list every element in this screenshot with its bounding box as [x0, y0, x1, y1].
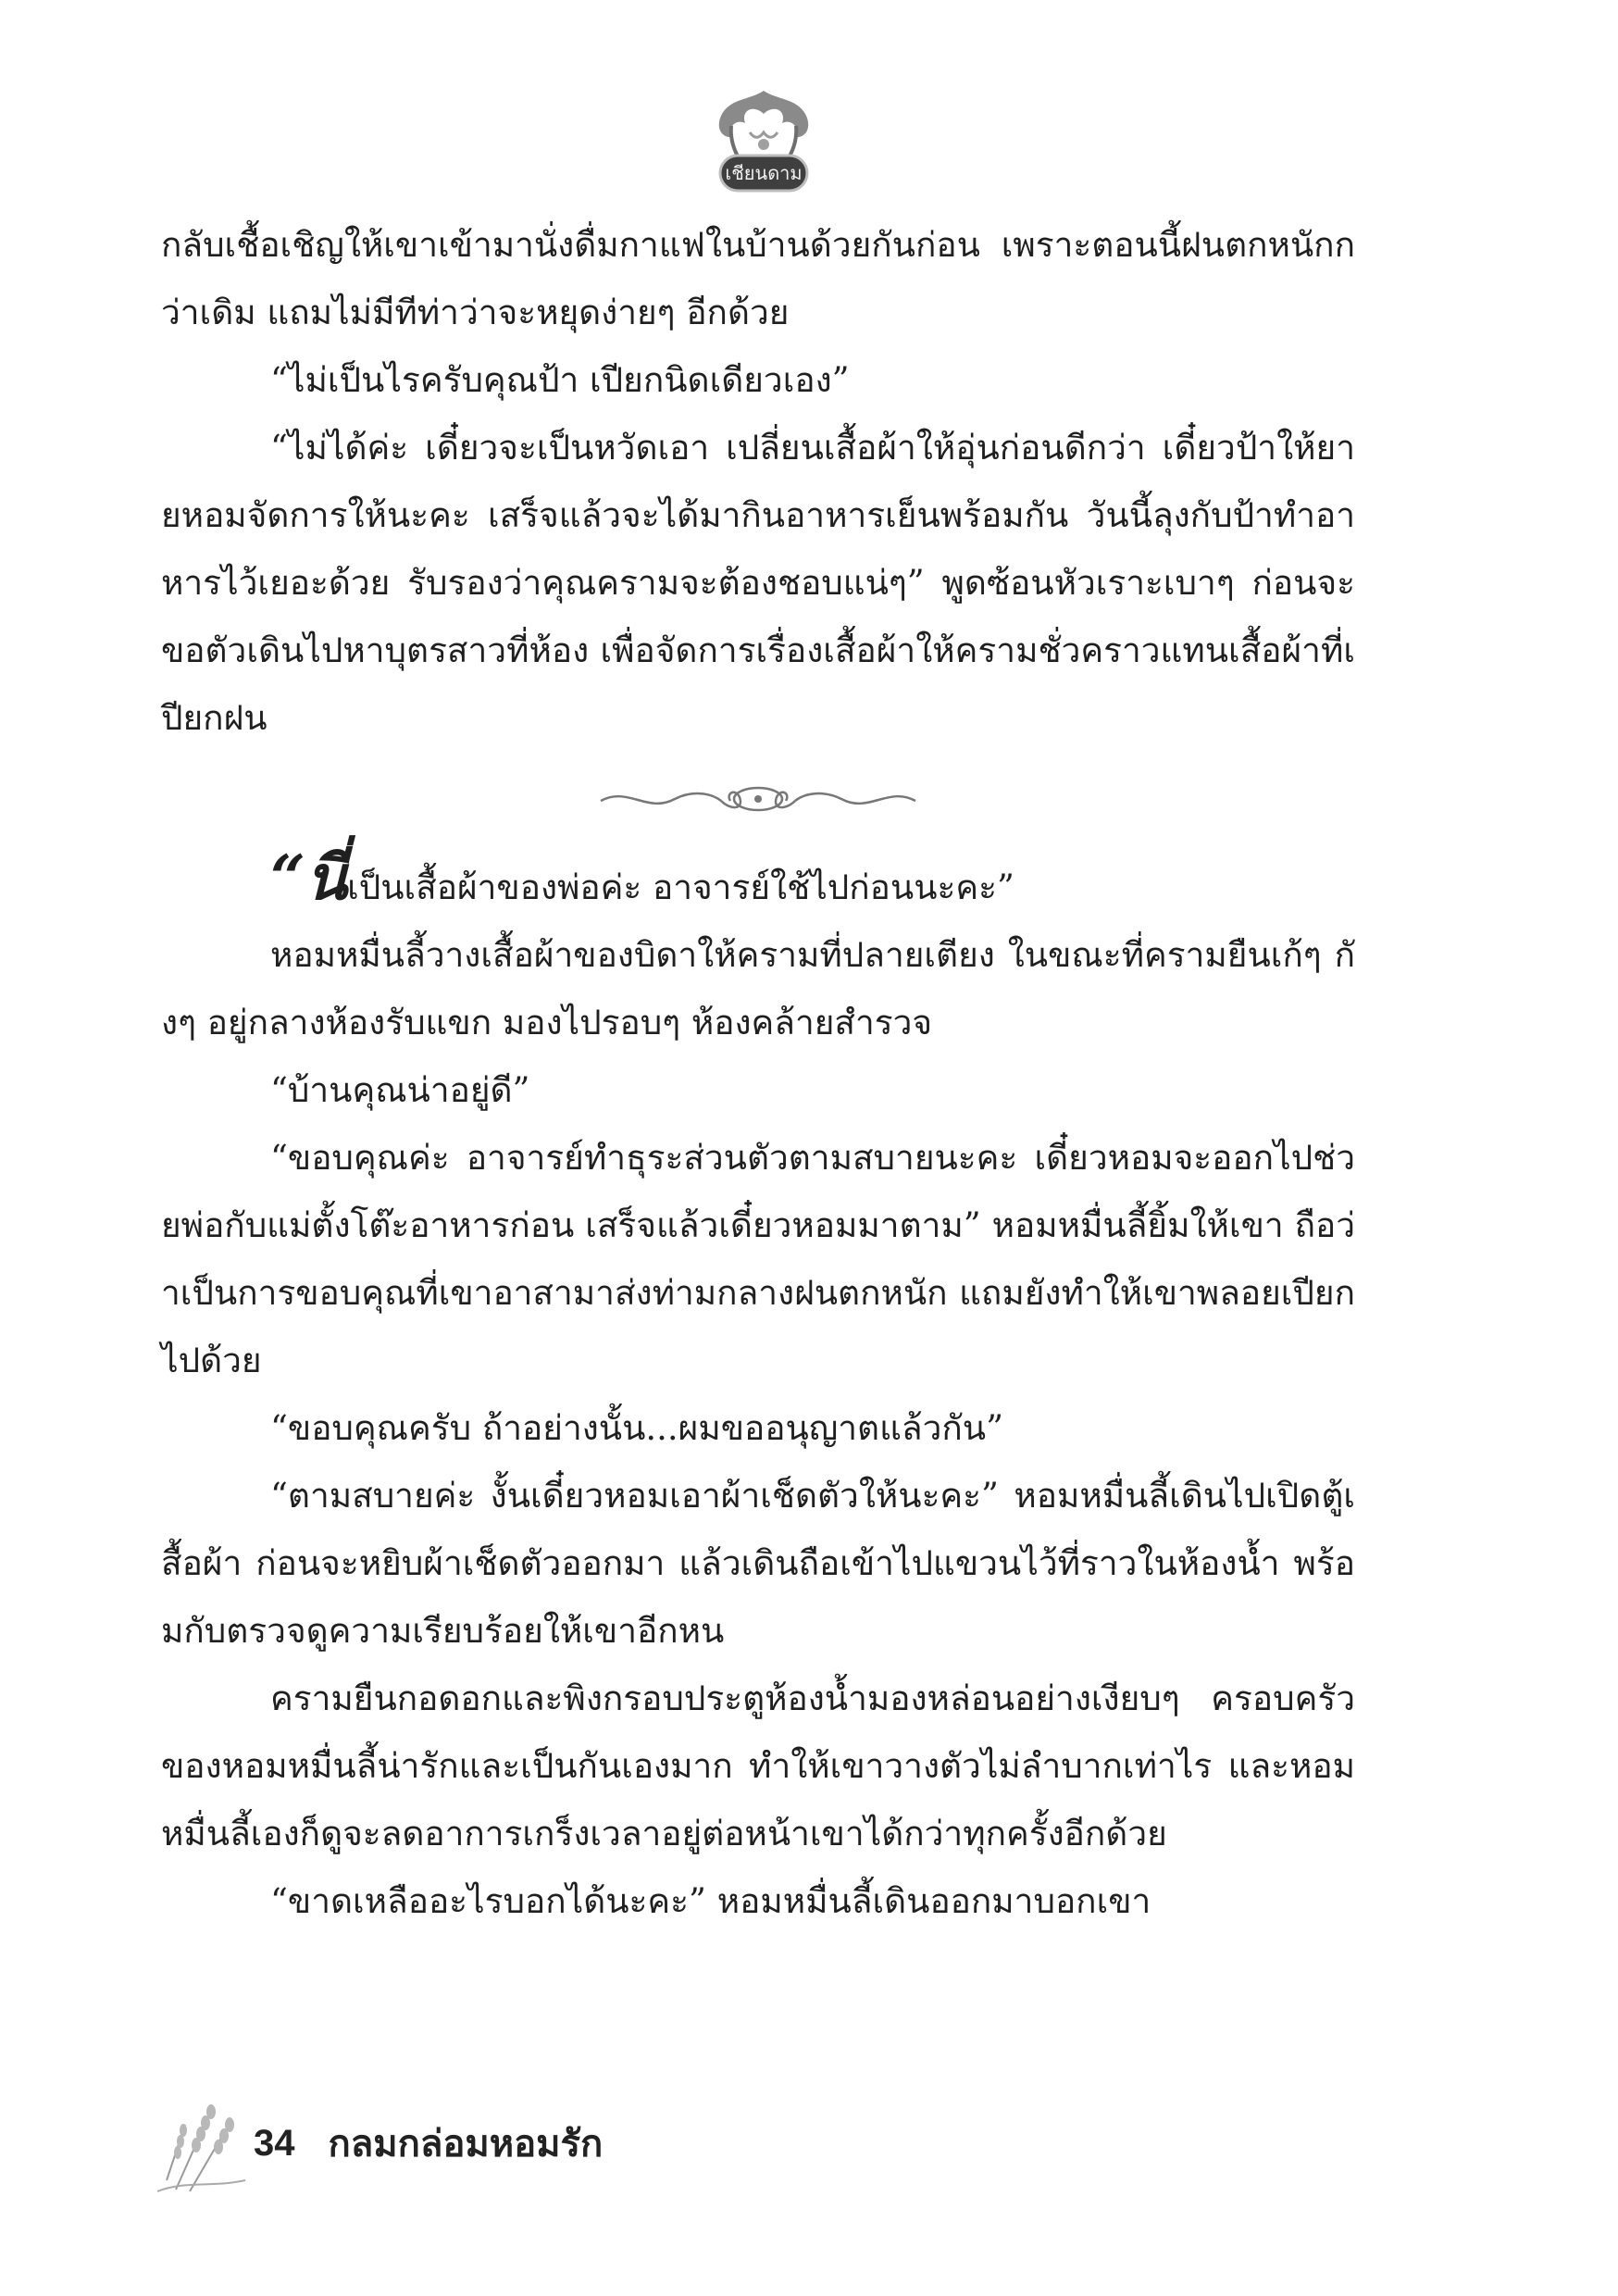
paragraph: “ไม่เป็นไรครับคุณป้า เปียกนิดเดียวเอง” — [270, 360, 850, 400]
flourish-divider-icon — [591, 777, 925, 819]
page-number: 34 — [254, 2122, 295, 2164]
book-title: กลมกล่อมหอมรัก — [328, 2124, 604, 2165]
paragraph: กลับเชื้อเชิญให้เขาเข้ามานั่งดื่มกาแฟในบ้านด้วยกันก่อน เพราะตอนนี้ฝนตกหนักกว่าเดิม แถมไม่มีทีท่าว่าจะหยุดง่ายๆ อีกด้วย — [161, 225, 1355, 332]
paragraph: หอมหมื่นลี้วางเสื้อผ้าของบิดาให้ครามที่ปลายเตียง ในขณะที่ครามยืนเก้ๆ กังๆ อยู่กลางห้องรับแขก มองไปรอบๆ ห้องคล้ายสำรวจ — [161, 935, 1355, 1042]
dropcap-paragraph — [161, 844, 1355, 921]
paragraph: “ขอบคุณค่ะ อาจารย์ทำธุระส่วนตัวตามสบายนะคะ เดี๋ยวหอมจะออกไปช่วยพ่อกับแม่ตั้งโต๊ะอาหารก่อน เสร็จแล้วเดี๋ยวหอมมาตาม” หอมหมื่นลี้ยิ้มให้เขา ถือว่าเป็นการขอบคุณที่เขาอาสามาส่งท่ามกลางฝนตกหนัก แถมยังทำให้เขาพลอยเปียกไปด้วย — [161, 1138, 1355, 1380]
lavender-sprig-icon — [148, 2088, 250, 2199]
paragraph: “บ้านคุณน่าอยู่ดี” — [270, 1070, 530, 1110]
page-footer — [148, 2088, 603, 2199]
section-before-break — [161, 211, 1355, 752]
section-after-break — [161, 921, 1355, 1935]
paragraph: “ขอบคุณครับ ถ้าอย่างนั้น...ผมขออนุญาตแล้วกัน” — [270, 1408, 1003, 1448]
paragraph: “ไม่ได้ค่ะ เดี๋ยวจะเป็นหวัดเอา เปลี่ยนเสื้อผ้าให้อุ่นก่อนดีกว่า เดี๋ยวป้าให้ยายหอมจัดการให้นะคะ เสร็จแล้วจะได้มากินอาหารเย็นพร้อมกัน วันนี้ลุงกับป้าทำอาหารไว้เยอะด้วย รับรองว่าคุณครามจะต้องชอบแน่ๆ” พูดซ้อนหัวเราะเบาๆ ก่อนจะขอตัวเดินไปหาบุตรสาวที่ห้อง เพื่อจัดการเรื่องเสื้อผ้าให้ครามชั่วคราวแทนเสื้อผ้าที่เปียกฝน — [161, 428, 1355, 738]
dropcap-rest: เป็นเสื้อผ้าของพ่อค่ะ อาจารย์ใช้ไปก่อนนะคะ” — [347, 867, 1014, 907]
ornate-crest-icon — [694, 81, 833, 202]
paragraph: ครามยืนกอดอกและพิงกรอบประตูห้องน้ำมองหล่อนอย่างเงียบๆ ครอบครัวของหอมหมื่นลี้น่ารักและเป็นกันเองมาก ทำให้เขาวางตัวไม่ลำบากเท่าไร และหอมหมื่นลี้เองก็ดูจะลดอาการเกร็งเวลาอยู่ต่อหน้าเขาได้กว่าทุกครั้งอีกด้วย — [161, 1678, 1355, 1853]
emblem-text: เชียนดาม — [725, 162, 803, 184]
paragraph: “ขาดเหลืออะไรบอกได้นะคะ” หอมหมื่นลี้เดินออกมาบอกเขา — [270, 1881, 1151, 1921]
paragraph: “ตามสบายค่ะ งั้นเดี๋ยวหอมเอาผ้าเช็ดตัวให้นะคะ” หอมหมื่นลี้เดินไปเปิดตู้เสื้อผ้า ก่อนจะหยิบผ้าเช็ดตัวออกมา แล้วเดินถือเข้าไปแขวนไว้ที่ราวในห้องน้ำ พร้อมกับตรวจดูความเรียบร้อยให้เขาอีกหน — [161, 1476, 1355, 1651]
section-divider — [161, 752, 1355, 844]
body-text — [161, 211, 1355, 1935]
dropcap: “นี่ — [270, 842, 348, 914]
